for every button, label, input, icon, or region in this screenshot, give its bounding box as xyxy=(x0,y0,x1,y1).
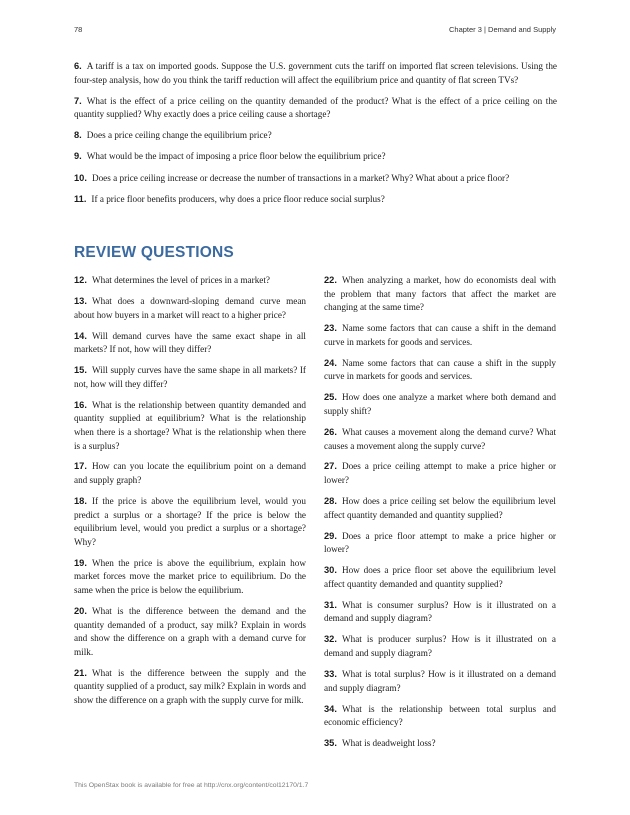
question-text: What is consumer surplus? How is it illustrated on a demand and supply diagram? xyxy=(324,599,556,624)
section-heading: REVIEW QUESTIONS xyxy=(74,244,234,261)
question-text: How does a price floor set above the equilibrium level affect quantity demanded and quantity supplied? xyxy=(324,565,556,589)
question-item xyxy=(74,172,557,186)
question-text: When the price is above the equilibrium, explain how market forces move the market price to equilibrium. Do the same when the price is below the equilibrium. xyxy=(74,557,306,596)
question-text: Does a price ceiling increase or decrease the number of transactions in a market? Why? What about a price floor? xyxy=(91,172,510,183)
question-number: 22. xyxy=(324,275,337,285)
question-number: 32. xyxy=(324,634,337,645)
question-text: What is producer surplus? How is it illustrated on a demand and supply diagram? xyxy=(324,634,556,658)
question-text: What causes a movement along the demand curve? What causes a movement along the supply curve? xyxy=(324,426,556,451)
top-question-list xyxy=(74,60,557,214)
question-number: 20. xyxy=(74,606,87,616)
question-item xyxy=(74,495,306,549)
question-item xyxy=(74,60,557,87)
question-number: 14. xyxy=(74,330,87,341)
question-item xyxy=(324,357,556,384)
question-item xyxy=(324,495,556,522)
question-item xyxy=(74,150,557,164)
question-number: 31. xyxy=(324,599,337,610)
question-text: What determines the level of prices in a market? xyxy=(91,275,270,285)
question-number: 6. xyxy=(74,61,82,71)
question-item xyxy=(74,557,306,598)
question-text: What is total surplus? How is it illustrated on a demand and supply diagram? xyxy=(324,668,556,693)
page-number: 78 xyxy=(74,25,83,34)
question-item xyxy=(324,703,556,730)
question-text: When analyzing a market, how do economists deal with the problem that many factors that affect the market are changing at the same time? xyxy=(324,275,556,313)
question-item xyxy=(74,95,557,122)
question-item xyxy=(74,605,306,659)
question-text: What is the difference between the supply and the quantity supplied of a product, say milk? Explain in words and show the difference on a graph with the supply curve for milk. xyxy=(74,667,306,705)
question-text: What is deadweight loss? xyxy=(341,738,436,749)
question-text: A tariff is a tax on imported goods. Suppose the U.S. government cuts the tariff on imported flat screen televisions. Using the four-step analysis, how do you think the tariff reduction will affect the equilibrium price and quantity of flat screen TVs? xyxy=(74,61,557,85)
question-number: 33. xyxy=(324,668,337,679)
question-number: 17. xyxy=(74,461,87,472)
question-item xyxy=(324,737,556,751)
question-number: 7. xyxy=(74,95,82,106)
question-number: 15. xyxy=(74,365,87,376)
question-text: Will demand curves have the same exact shape in all markets? If not, how will they differ? xyxy=(74,330,306,355)
question-number: 34. xyxy=(324,703,337,714)
question-item xyxy=(324,391,556,418)
page-footer: This OpenStax book is available for free at http://cnx.org/content/col12170/1.7 xyxy=(74,782,309,789)
question-item xyxy=(324,564,556,591)
question-item xyxy=(324,599,556,626)
question-number: 12. xyxy=(74,275,87,285)
question-text: If a price floor benefits producers, why does a price floor reduce social surplus? xyxy=(91,193,385,204)
question-text: Does a price floor attempt to make a price higher or lower? xyxy=(324,530,556,555)
question-number: 9. xyxy=(74,151,82,162)
question-text: Does a price ceiling attempt to make a price higher or lower? xyxy=(324,461,556,486)
question-text: Name some factors that can cause a shift in the supply curve in markets for goods and services. xyxy=(324,357,556,382)
question-number: 8. xyxy=(74,130,82,141)
question-item xyxy=(324,633,556,660)
question-number: 11. xyxy=(74,193,87,204)
question-text: Does a price ceiling change the equilibrium price? xyxy=(86,130,272,141)
question-item xyxy=(324,426,556,453)
question-number: 29. xyxy=(324,530,337,541)
question-number: 13. xyxy=(74,295,87,306)
question-number: 26. xyxy=(324,426,337,437)
question-text: Name some factors that can cause a shift in the demand curve in markets for goods and services. xyxy=(324,323,556,347)
question-number: 25. xyxy=(324,392,337,403)
question-text: How can you locate the equilibrium point on a demand and supply graph? xyxy=(74,461,306,486)
question-text: What would be the impact of imposing a price floor below the equilibrium price? xyxy=(86,151,386,162)
question-item xyxy=(74,295,306,322)
question-number: 35. xyxy=(324,738,337,749)
question-item xyxy=(324,460,556,487)
question-item xyxy=(324,274,556,315)
question-text: What is the difference between the demand and the quantity demanded of a product, say milk? Explain in words and show the difference on a graph with a demand curve for milk. xyxy=(74,606,306,657)
question-text: What does a downward-sloping demand curve mean about how buyers in a market will react to a higher price? xyxy=(74,295,306,320)
question-item xyxy=(74,399,306,453)
question-number: 30. xyxy=(324,565,337,576)
question-text: Will supply curves have the same shape in all markets? If not, how will they differ? xyxy=(74,365,306,389)
question-item xyxy=(74,193,557,207)
question-number: 10. xyxy=(74,172,87,183)
question-text: What is the effect of a price ceiling on the quantity demanded of the product? What is the effect of a price ceiling on the quantity supplied? Why exactly does a price ceiling cause a shortage? xyxy=(74,95,557,120)
question-item xyxy=(74,364,306,391)
question-number: 23. xyxy=(324,323,337,334)
question-item xyxy=(74,667,306,708)
question-text: What is the relationship between total surplus and economic efficiency? xyxy=(324,703,556,728)
question-number: 28. xyxy=(324,496,337,507)
question-number: 24. xyxy=(324,357,337,368)
page-header xyxy=(74,25,556,39)
question-number: 18. xyxy=(74,496,87,507)
question-text: What is the relationship between quantity demanded and quantity supplied at equilibrium? What is the relationship when there is a shortage? What is the relationship when there is a surplus? xyxy=(74,399,306,451)
question-text: If the price is above the equilibrium level, would you predict a surplus or a shortage? If the price is below the equilibrium level, would you predict a surplus or a shortage? Why? xyxy=(74,496,306,547)
question-item xyxy=(74,330,306,357)
question-number: 27. xyxy=(324,461,337,472)
question-item xyxy=(324,322,556,349)
chapter-title: Chapter 3 | Demand and Supply xyxy=(448,25,556,34)
question-text: How does one analyze a market where both demand and supply shift? xyxy=(324,392,556,416)
question-item xyxy=(74,274,306,288)
question-item xyxy=(324,668,556,695)
question-number: 19. xyxy=(74,557,87,568)
question-number: 21. xyxy=(74,667,87,678)
question-number: 16. xyxy=(74,399,87,410)
question-item xyxy=(74,129,557,143)
review-questions-left-column xyxy=(74,274,306,715)
question-item xyxy=(74,460,306,487)
review-questions-right-column xyxy=(324,274,556,758)
question-item xyxy=(324,530,556,557)
question-text: How does a price ceiling set below the equilibrium level affect quantity demanded and quantity supplied? xyxy=(324,496,556,520)
